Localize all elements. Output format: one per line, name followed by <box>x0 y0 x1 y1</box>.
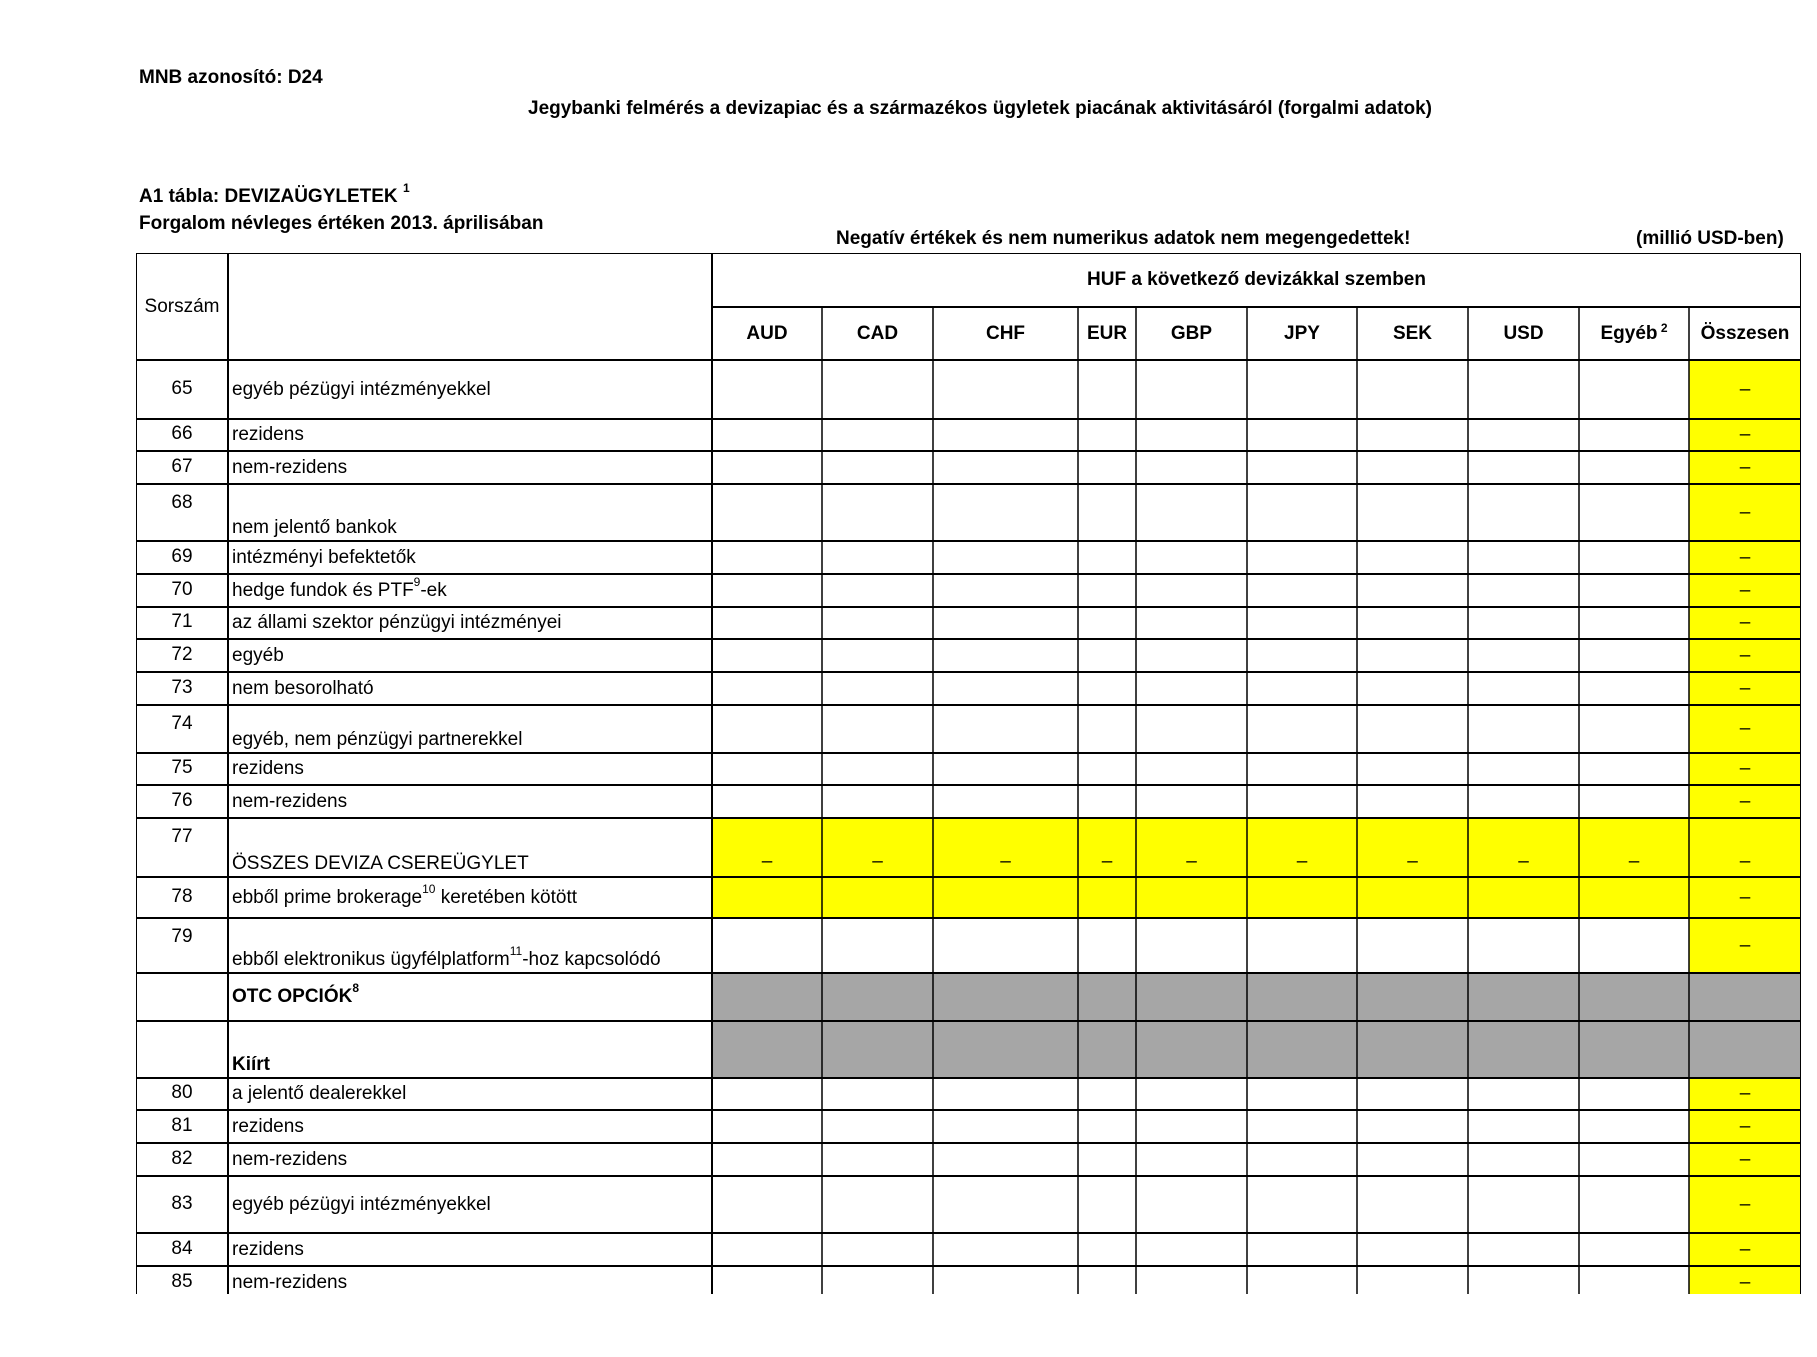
currency-label: GBP <box>1170 323 1213 344</box>
row-label <box>228 1078 712 1110</box>
dash-value: – <box>1739 886 1751 908</box>
dash-value: – <box>1739 1271 1751 1293</box>
row-label-text: nem-rezidens <box>232 1271 348 1293</box>
dash-value: – <box>1739 677 1751 699</box>
dash-value: – <box>1739 501 1751 523</box>
row-number: 68 <box>171 492 193 513</box>
row-number: 65 <box>171 377 193 399</box>
dash-value: – <box>1628 851 1640 872</box>
dash-value: – <box>1739 1115 1751 1137</box>
dash-value: – <box>1739 1148 1751 1170</box>
data-table <box>136 253 1801 1294</box>
footnote-marker: 8 <box>352 981 360 995</box>
row-label-text: egyéb, nem pénzügyi partnerekkel <box>232 729 523 750</box>
row-number: 69 <box>171 545 193 567</box>
row-number: 66 <box>171 423 193 444</box>
currency-header-sek <box>1357 307 1468 360</box>
dash-value: – <box>1000 851 1011 872</box>
row-number: 73 <box>171 676 193 698</box>
row-label <box>228 818 712 877</box>
currency-label: CHF <box>985 323 1026 344</box>
row-label <box>228 753 712 785</box>
row-label-text: egyéb <box>232 644 284 666</box>
dash-value: – <box>1739 790 1751 812</box>
row-number: 71 <box>171 611 193 632</box>
dash-value: – <box>1739 851 1751 872</box>
sorszam-header: Sorszám <box>144 296 220 317</box>
row-number: 83 <box>171 1192 193 1214</box>
row-label <box>228 1021 712 1078</box>
dash-value: – <box>1739 934 1751 956</box>
table-title-footnote: 1 <box>402 181 410 195</box>
currency-header-egyéb <box>1579 307 1689 360</box>
currency-header-jpy <box>1247 307 1357 360</box>
row-label <box>228 1110 712 1143</box>
row-label-text: nem-rezidens <box>232 790 348 812</box>
row-label-text: OTC OPCIÓK$^8$ <box>232 981 360 1007</box>
row-label-text: rezidens <box>232 758 304 779</box>
unit-label: (millió USD-ben) <box>1636 228 1784 249</box>
dash-value: – <box>1739 546 1751 568</box>
row-label <box>228 541 712 574</box>
currency-header-chf <box>933 307 1078 360</box>
currency-footnote: 2 <box>1657 321 1668 335</box>
row-label <box>228 607 712 639</box>
row-label-text: nem besorolható <box>232 677 374 699</box>
row-number: 85 <box>171 1270 193 1292</box>
currency-header-összesen <box>1689 307 1801 360</box>
row-label-text: ebből prime brokerage$^{10}$ keretében kötött <box>232 881 578 908</box>
row-label-text: ebből elektronikus ügyfélplatform$^{11}$-hoz kapcsolódó <box>232 944 661 970</box>
dash-value: – <box>1739 758 1751 779</box>
dash-value: – <box>1296 851 1308 872</box>
table-title-text: A1 tábla: DEVIZAÜGYLETEK <box>139 186 398 207</box>
row-number: 80 <box>171 1082 193 1103</box>
currency-header-aud <box>712 307 822 360</box>
row-label-text: nem-rezidens <box>232 1148 348 1170</box>
row-label-text: egyéb pézügyi intézményekkel <box>232 1193 491 1215</box>
warning-text: Negatív értékek és nem numerikus adatok nem megengedettek! <box>836 228 1411 249</box>
row-number: 70 <box>171 578 193 600</box>
dash-value: – <box>1739 718 1751 739</box>
row-number: 75 <box>171 757 193 778</box>
table-subtitle: Forgalom névleges értéken 2013. áprilisában <box>139 213 544 234</box>
survey-title: Jegybanki felmérés a devizapiac és a származékos ügyletek piacának aktivitásáról (forgalmi adatok) <box>528 98 1432 119</box>
row-number: 67 <box>171 455 193 477</box>
row-number: 74 <box>171 713 193 734</box>
currency-group-header: HUF a következő devizákkal szemben <box>1087 269 1426 290</box>
footnote-marker: 11 <box>509 944 523 958</box>
row-number: 77 <box>171 826 193 847</box>
currency-header-gbp <box>1136 307 1247 360</box>
dash-value: – <box>1518 851 1529 872</box>
currency-label: SEK <box>1392 323 1433 344</box>
row-label-text: a jelentő dealerekkel <box>232 1083 407 1104</box>
currency-header-cad <box>822 307 933 360</box>
dash-value: – <box>1739 456 1751 478</box>
footnote-marker: 10 <box>422 881 436 896</box>
dash-value: – <box>872 851 883 872</box>
row-label <box>228 705 712 753</box>
row-number: 72 <box>171 643 193 665</box>
currency-label: EUR <box>1086 323 1128 344</box>
row-label <box>228 918 712 973</box>
row-label-text: az állami szektor pénzügyi intézményei <box>232 612 562 633</box>
currency-header-eur <box>1078 307 1136 360</box>
row-label-text: nem jelentő bankok <box>232 517 397 538</box>
dash-value: – <box>761 851 773 872</box>
dash-value: – <box>1739 612 1751 633</box>
gray-row-fill <box>712 1021 1801 1078</box>
row-number: 78 <box>171 885 193 907</box>
row-label-text: ÖSSZES DEVIZA CSEREÜGYLET <box>232 853 529 874</box>
row-label <box>228 877 712 918</box>
dash-value: – <box>1101 851 1113 872</box>
footnote-marker: 9 <box>413 574 421 589</box>
dash-value: – <box>1739 1238 1751 1260</box>
row-label-text: egyéb pézügyi intézményekkel <box>232 378 491 400</box>
row-label <box>228 672 712 705</box>
row-label-text: rezidens <box>232 1238 304 1260</box>
mnb-id: MNB azonosító: D24 <box>139 67 323 88</box>
yellow-row-fill <box>712 877 1801 918</box>
row-label <box>228 639 712 672</box>
row-label <box>228 1233 712 1266</box>
row-label-text: rezidens <box>232 424 304 445</box>
currency-label: JPY <box>1284 323 1320 344</box>
row-label <box>228 574 712 607</box>
row-label <box>228 484 712 541</box>
row-label-text: hedge fundok és PTF$^9$-ek <box>232 574 447 601</box>
row-label-text: rezidens <box>232 1115 304 1137</box>
currency-label: AUD <box>746 323 788 344</box>
row-label-text: nem-rezidens <box>232 456 348 478</box>
row-label-text: Kiírt <box>232 1054 270 1075</box>
currency-label: CAD <box>856 323 899 344</box>
gray-row-fill <box>712 973 1801 1021</box>
row-number: 81 <box>171 1114 193 1136</box>
currency-label: Összesen <box>1700 323 1790 344</box>
row-label <box>228 785 712 818</box>
dash-value: – <box>1739 1193 1751 1215</box>
row-label <box>228 419 712 451</box>
row-label <box>228 451 712 484</box>
row-number: 79 <box>171 926 193 947</box>
row-number: 84 <box>171 1237 193 1259</box>
row-label-text: intézményi befektetők <box>232 546 416 568</box>
currency-label: Egyéb <box>1600 323 1658 344</box>
currency-label: USD <box>1503 323 1544 344</box>
dash-value: – <box>1739 579 1751 601</box>
dash-value: – <box>1739 1083 1751 1104</box>
dash-value: – <box>1186 851 1197 872</box>
row-label <box>228 1143 712 1176</box>
row-number: 76 <box>171 789 193 811</box>
row-label <box>228 1176 712 1233</box>
dash-value: – <box>1407 851 1418 872</box>
row-label <box>228 1266 712 1299</box>
currency-header-usd <box>1468 307 1579 360</box>
dash-value: – <box>1739 378 1751 400</box>
row-number: 82 <box>171 1147 193 1169</box>
dash-value: – <box>1739 644 1751 666</box>
row-label <box>228 360 712 419</box>
table-title <box>139 181 410 208</box>
row-label <box>228 973 712 1021</box>
dash-value: – <box>1739 424 1751 445</box>
